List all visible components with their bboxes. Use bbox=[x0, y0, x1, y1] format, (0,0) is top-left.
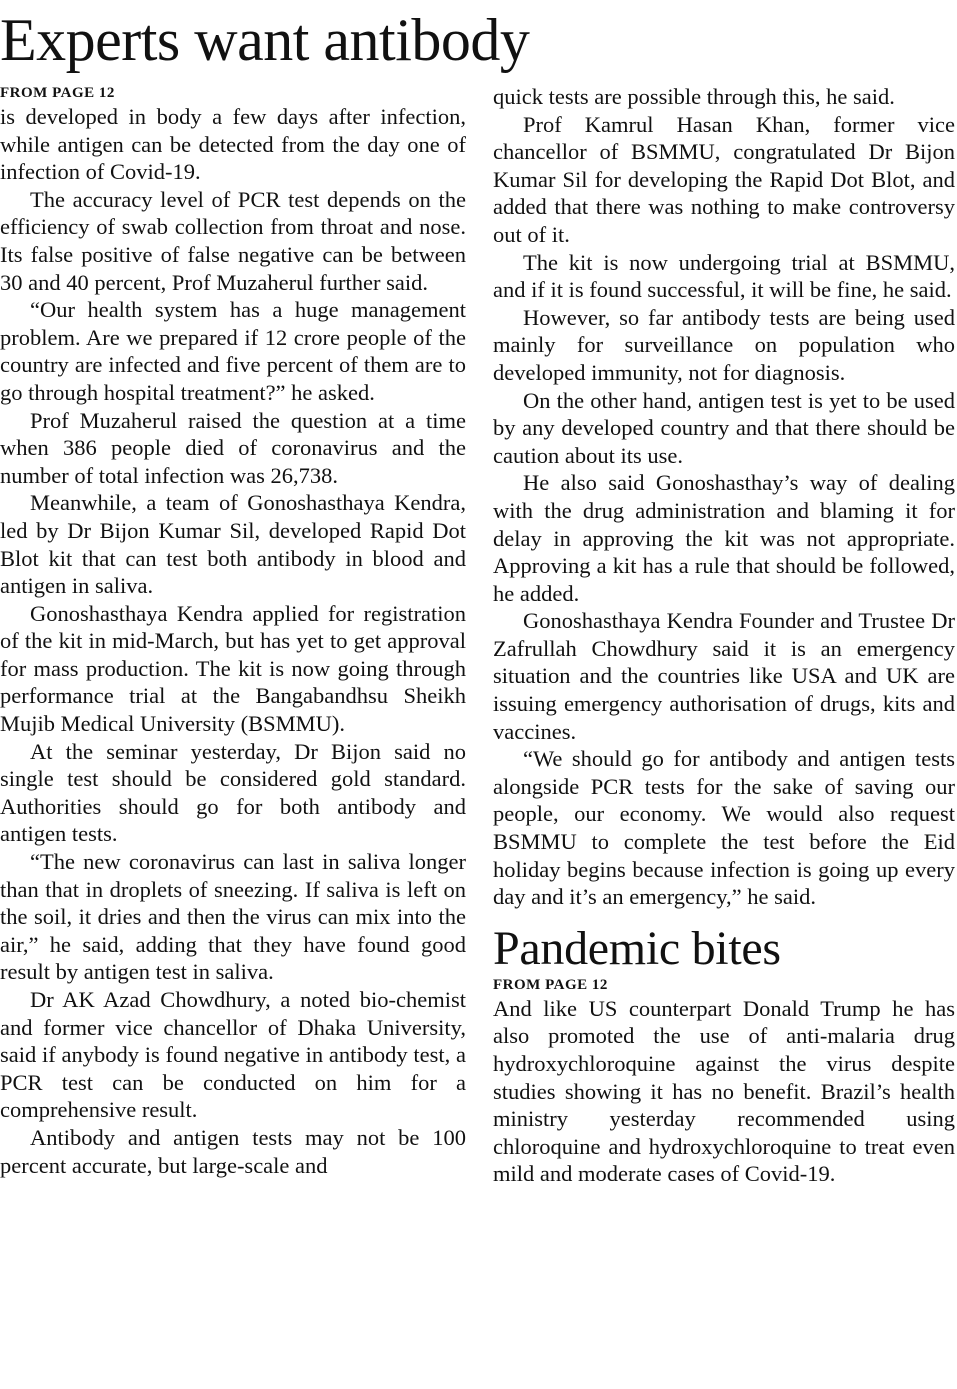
story1-headline: Experts want antibody bbox=[0, 7, 530, 73]
story1-paragraph: Prof Kamrul Hasan Khan, former vice chancellor of BSMMU, congratulated Dr Bijon Kumar Sil for developing the Rapid Dot Blot, and added that there was nothing to make controversy out of it. bbox=[493, 111, 955, 247]
story1-paragraph: “We should go for antibody and antigen tests alongside PCR tests for the sake of saving our people, our economy. We would also request BSMMU to complete the test before the Eid holiday begins because infection is going up every day and it’s an emergency,” he said. bbox=[493, 746, 955, 910]
story1-paragraph: Meanwhile, a team of Gonoshasthaya Kendra, led by Dr Bijon Kumar Sil, developed Rapid Dot Blot kit that can test both antibody in blood and antigen in saliva. bbox=[0, 490, 466, 599]
story1-paragraph: quick tests are possible through this, he said. bbox=[493, 84, 895, 109]
story1-paragraph: Dr AK Azad Chowdhury, a noted bio-chemist and former vice chancellor of Dhaka University, said if anybody is found negative in antibody test, a PCR test can be conducted on him for a comprehensive result. bbox=[0, 987, 466, 1123]
story1-jump-line: FROM PAGE 12 bbox=[0, 85, 115, 101]
story1-paragraph: At the seminar yesterday, Dr Bijon said no single test should be considered gold standard. Authorities should go for both antibody and antigen tests. bbox=[0, 738, 466, 847]
story2-jump-line: FROM PAGE 12 bbox=[493, 976, 608, 993]
story2-headline: Pandemic bites bbox=[493, 921, 781, 975]
story1-paragraph: The kit is now undergoing trial at BSMMU, and if it is found successful, it will be fine, he said. bbox=[493, 249, 955, 303]
story1-paragraph: “The new coronavirus can last in saliva longer than that in droplets of sneezing. If saliva is left on the soil, it dries and then the virus can mix into the air,” he said, adding that they have found good result by antigen test in saliva. bbox=[0, 849, 466, 985]
story1-left-column bbox=[0, 83, 466, 1179]
story1-paragraph: However, so far antibody tests are being used mainly for surveillance on population who developed immunity, not for diagnosis. bbox=[493, 304, 955, 385]
story1-paragraph: “Our health system has a huge management problem. Are we prepared if 12 crore people of the country are infected and five percent of them are to go through hospital treatment?” he asked. bbox=[0, 297, 466, 405]
story1-paragraph: Antibody and antigen tests may not be 100 percent accurate, but large-scale and bbox=[0, 1124, 466, 1178]
story1-paragraph: He also said Gonoshasthay’s way of dealing with the drug administration and blaming it for delay in approving the kit was not appropriate. Approving a kit has a rule that should be followed, he added. bbox=[493, 470, 955, 606]
story1-paragraph: Gonoshasthaya Kendra Founder and Trustee Dr Zafrullah Chowdhury said it is an emergency situation and the countries like USA and UK are issuing emergency authorisation of drugs, kits and vaccines. bbox=[493, 608, 955, 744]
right-column bbox=[493, 83, 955, 1188]
story1-paragraph: is developed in body a few days after infection, while antigen can be detected from the day one of infection of Covid-19. bbox=[0, 104, 466, 185]
story1-paragraph: On the other hand, antigen test is yet to be used by any developed country and that there should be caution about its use. bbox=[493, 387, 955, 468]
story1-paragraph: The accuracy level of PCR test depends on the efficiency of swab collection from throat and nose. Its false positive of false negative can be between 30 and 40 percent, Prof Muzaherul further said. bbox=[0, 186, 466, 295]
story1-paragraph: Gonoshasthaya Kendra applied for registration of the kit in mid-March, but has yet to get approval for mass production. The kit is now going through performance trial at the Bangabandhsu Sheikh Mujib Medical University (BSMMU). bbox=[0, 600, 466, 737]
story1-paragraph: Prof Muzaherul raised the question at a time when 386 people died of coronavirus and the number of total infection was 26,738. bbox=[0, 407, 466, 488]
story2-paragraph: And like US counterpart Donald Trump he has also promoted the use of anti-malaria drug hydroxychloroquine against the virus despite studies showing it has no benefit. Brazil’s health ministry yesterday recommended using chloroquine and hydroxychloroquine to treat even mild and moderate cases of Covid-19. bbox=[493, 995, 955, 1187]
